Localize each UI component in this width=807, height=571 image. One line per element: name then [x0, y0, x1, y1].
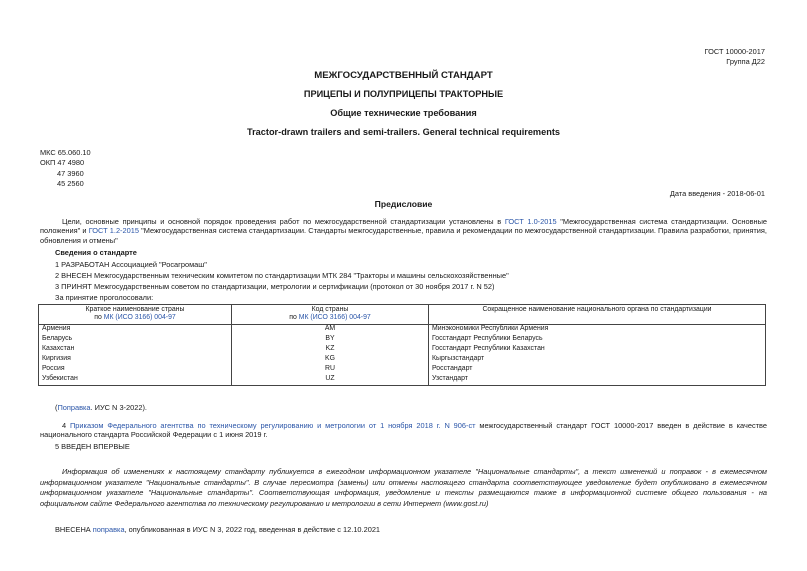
info-item-4 [40, 421, 767, 440]
country-code-header-line2 [235, 314, 425, 322]
standard-name-ru: ПРИЦЕПЫ И ПОЛУПРИЦЕПЫ ТРАКТОРНЫЕ [303, 89, 504, 99]
table-row [39, 335, 766, 345]
national-body-header: Сокращенное наименование национального органа по стандартизации [429, 305, 766, 325]
foreword-text-end: "Межгосударственная система стандартизации. Стандарты межгосударственные, правила и рекомендации по межгосударственной стандартизации. Правила разработки, принятия, обновления и отмены" [40, 226, 767, 245]
country-code-header [232, 305, 429, 325]
country-code-header-line1: Код страны [311, 306, 349, 313]
okp-code-3: 45 2560 [57, 179, 84, 188]
standard-name-en: Tractor-drawn trailers and semi-trailers. General technical requirements [246, 127, 560, 137]
table-header-row [39, 305, 766, 325]
country-name-header-prefix: по [94, 314, 104, 322]
info-item-2: 2 ВНЕСЕН Межгосударственным техническим комитетом по стандартизации МТК 284 "Тракторы и машины сельскохозяйственные" [55, 271, 509, 280]
standard-info-title: Сведения о стандарте [55, 248, 137, 257]
order-link[interactable]: Приказом Федерального агентства по техническому регулированию и метрологии от 1 ноября 2018 г. N 906-ст [70, 421, 476, 430]
mk-iso-link-1[interactable]: МК (ИСО 3166) 004-97 [103, 314, 176, 322]
info-item-5: 5 ВВЕДЕН ВПЕРВЫЕ [55, 442, 130, 451]
info-item-4-text: межгосударственный стандарт ГОСТ 10000-2017 введен в действие в качестве национального стандарта Российской Федерации с 1 июня 2019 г. [40, 421, 768, 440]
country-cell: Узбекистан [39, 375, 232, 386]
body-cell: Кыргызстандарт [429, 355, 766, 365]
body-cell: Узстандарт [429, 375, 766, 386]
table-row [39, 375, 766, 386]
info-item-3: 3 ПРИНЯТ Межгосударственным советом по стандартизации, метрологии и сертификации (протокол от 30 ноября 2017 г. N 52) [55, 282, 495, 291]
code-cell: KG [232, 355, 429, 365]
table-row [39, 324, 766, 335]
code-cell: RU [232, 365, 429, 375]
okp-code: ОКП 47 4980 [40, 158, 85, 167]
country-cell: Казахстан [39, 345, 232, 355]
amendment-footer-link[interactable]: поправка [92, 525, 125, 534]
body-cell: Росстандарт [429, 365, 766, 375]
code-cell: BY [232, 335, 429, 345]
country-cell: Россия [39, 365, 232, 375]
amendment-footer-prefix: ВНЕСЕНА [55, 525, 93, 534]
voted-label: За принятие проголосовали: [55, 293, 154, 302]
okp-code-2: 47 3960 [57, 169, 84, 178]
country-code-header-prefix: по [289, 314, 299, 322]
body-cell: Госстандарт Республики Казахстан [429, 345, 766, 355]
gost-1-0-link[interactable]: ГОСТ 1.0-2015 [504, 217, 557, 226]
code-cell: KZ [232, 345, 429, 355]
mk-iso-link-2[interactable]: МК (ИСО 3166) 004-97 [298, 314, 371, 322]
code-cell: UZ [232, 375, 429, 386]
document-group: Группа Д22 [726, 57, 765, 66]
body-cell: Минэкономики Республики Армения [429, 324, 766, 335]
publication-notice: Информация об изменениях к настоящему стандарту публикуется в ежегодном информационном указателе "Национальные стандарты", а текст изменений и поправок - в ежемесячном информационном указателе "Национальные стандарты". В случае пересмотра (замены) или отмены настоящего стандарта соответствующее уведомление будет опубликовано в ежемесячном информационном указателе "Национальные стандарты". Соответствующая информация, уведомление и тексты размещаются также в информационной системе общего пользования - на официальном сайте Федерального агентства по техническому регулированию и метрологии в сети Интернет (www.gost.ru) [40, 467, 767, 509]
document-id: ГОСТ 10000-2017 [704, 47, 765, 56]
introduction-date: Дата введения - 2018-06-01 [669, 189, 765, 198]
standard-type-title: МЕЖГОСУДАРСТВЕННЫЙ СТАНДАРТ [314, 70, 493, 81]
country-name-header-line2 [42, 314, 228, 322]
amendment-text: . ИУС N 3-2022). [90, 403, 147, 412]
country-name-header-line1: Краткое наименование страны [85, 306, 185, 313]
table-row [39, 365, 766, 375]
country-name-header [39, 305, 232, 325]
country-cell: Армения [39, 324, 232, 335]
country-cell: Беларусь [39, 335, 232, 345]
amendment-footer [55, 525, 380, 534]
table-row [39, 355, 766, 365]
voting-table [38, 304, 766, 386]
mks-code: МКС 65.060.10 [40, 148, 91, 157]
body-cell: Госстандарт Республики Беларусь [429, 335, 766, 345]
foreword-text-mid: "Межгосударственная система стандартизации. Основные положения" и [40, 217, 767, 236]
amendment-link[interactable]: Поправка [57, 403, 91, 412]
country-cell: Киргизия [39, 355, 232, 365]
info-item-4-number: 4 [62, 421, 70, 430]
standard-subtitle-ru: Общие технические требования [330, 108, 477, 118]
amendment-footer-text: , опубликованная в ИУС N 3, 2022 год, введенная в действие с 12.10.2021 [124, 525, 381, 534]
foreword-title: Предисловие [374, 199, 433, 209]
code-cell: AM [232, 324, 429, 335]
gost-1-2-link[interactable]: ГОСТ 1.2-2015 [88, 226, 139, 236]
amendment-note: (Поправка. ИУС N 3-2022). [55, 403, 147, 412]
foreword-text-prefix: Цели, основные принципы и основной порядок проведения работ по межгосударственной стандартизации установлены в [62, 217, 505, 226]
table-row [39, 345, 766, 355]
info-item-1: 1 РАЗРАБОТАН Ассоциацией "Росагромаш" [55, 260, 207, 269]
foreword-paragraph [40, 217, 767, 245]
